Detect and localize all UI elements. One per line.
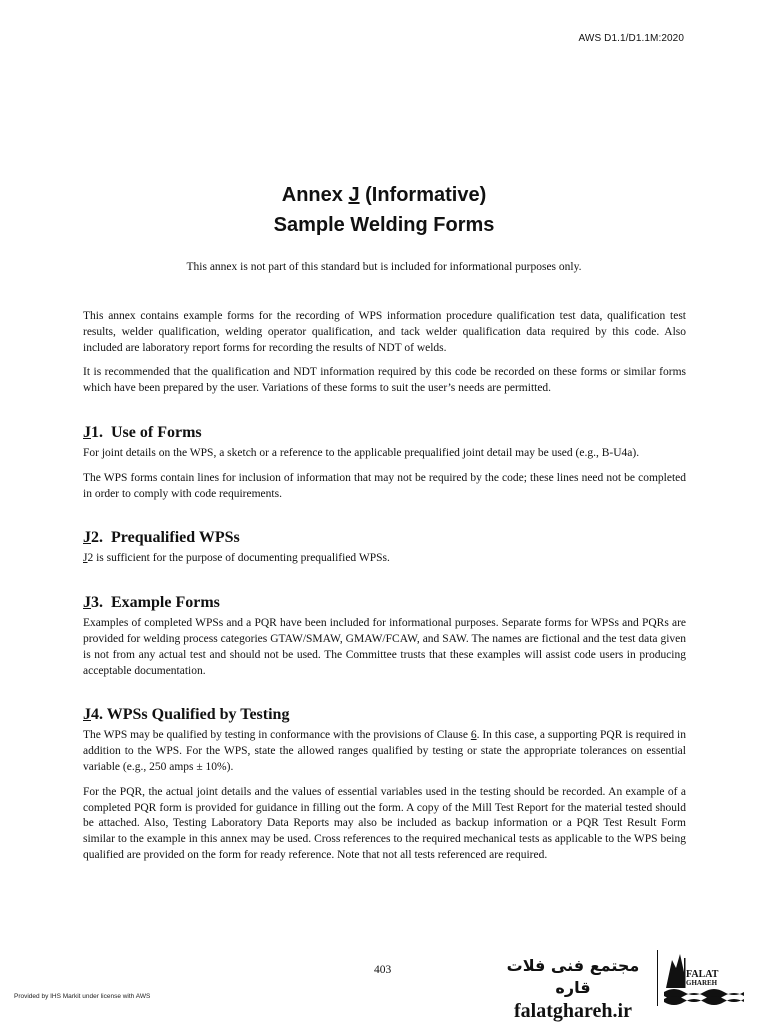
logo-website-text: falatghareh.ir xyxy=(514,1000,632,1022)
intro-paragraph: This annex contains example forms for the recording of WPS information procedure qualification test data, qualification test results, welder qualification, welding operator qualification, and tack welder qualification data required by this code. Also included are laboratory report forms for recording the results of NDT of welds. xyxy=(83,310,686,354)
section-heading-j1: J1. Use of Forms xyxy=(83,423,202,441)
watermark-logo-text xyxy=(494,955,652,1023)
intro-paragraph: It is recommended that the qualification and NDT information required by this code be recorded on these forms or similar forms which have been prepared by the user. Variations of these forms to suit the user’s needs are permitted. xyxy=(83,366,686,395)
section-heading-j4: J4. WPSs Qualified by Testing xyxy=(83,706,290,724)
annex-heading: Annex J (Informative) xyxy=(281,184,487,206)
annex-subtitle: Sample Welding Forms xyxy=(273,214,495,236)
ship-waves-logo-icon xyxy=(662,948,746,1006)
document-code: AWS D1.1/D1.1M:2020 xyxy=(578,33,684,44)
section-heading-j2: J2. Prequalified WPSs xyxy=(83,529,240,547)
annex-title xyxy=(0,180,768,240)
document-body xyxy=(83,309,686,873)
section-heading-j3: J3. Example Forms xyxy=(83,594,220,612)
j1-paragraph: For joint details on the WPS, a sketch or a reference to the applicable prequalified joint detail may be used (e.g., B-U4a). xyxy=(83,446,640,459)
j3-paragraph: Examples of completed WPSs and a PQR have been included for informational purposes. Separate forms for WPSs and PQRs are provided for welding process categories GTAW/SMAW, GMAW/FCAW, and SAW. The names are fictional and the test data given is not from any actual test and should not be used. The Committee trusts that these examples will assist code users in producing acceptable documentation. xyxy=(83,617,686,677)
logo-brand: FALAT GHAREH xyxy=(686,969,719,987)
license-notice: Provided by IHS Markit under license with AWS xyxy=(14,993,151,1000)
logo-persian-text: مجتمع فنی فلات قاره xyxy=(506,956,640,997)
j2-paragraph: J2 is sufficient for the purpose of documenting prequalified WPSs. xyxy=(83,552,390,565)
j4-paragraph: The WPS may be qualified by testing in conformance with the provisions of Clause 6. In this case, a supporting PQR is required in addition to the WPS. For the WPS, state the allowed ranges qualified by testing or state the appropriate tolerances on essential variable (e.g., 250 amps ± 10%). xyxy=(83,729,686,773)
j4-paragraph: For the PQR, the actual joint details and the values of essential variables used in the testing should be recorded. An example of a completed PQR form is provided for guidance in filling out the form. A copy of the Mill Test Report for the material tested should be attached. Also, Testing Laboratory Data Reports may also be included as backup information or a PQR Test Result Form similar to the example in this annex may be used. Cross references to the required mechanical tests as applicable to the WPS being qualified are provided on the form for ready reference. Note that not all tests referenced are required. xyxy=(83,785,686,861)
annex-letter: J xyxy=(348,184,360,206)
page-number: 403 xyxy=(374,964,392,976)
informative-note: This annex is not part of this standard but is included for informational purposes only. xyxy=(186,261,582,273)
logo-divider xyxy=(657,950,658,1006)
j1-paragraph: The WPS forms contain lines for inclusion of information that may not be required by the code; these lines need not be completed in order to comply with code requirements. xyxy=(83,471,686,500)
